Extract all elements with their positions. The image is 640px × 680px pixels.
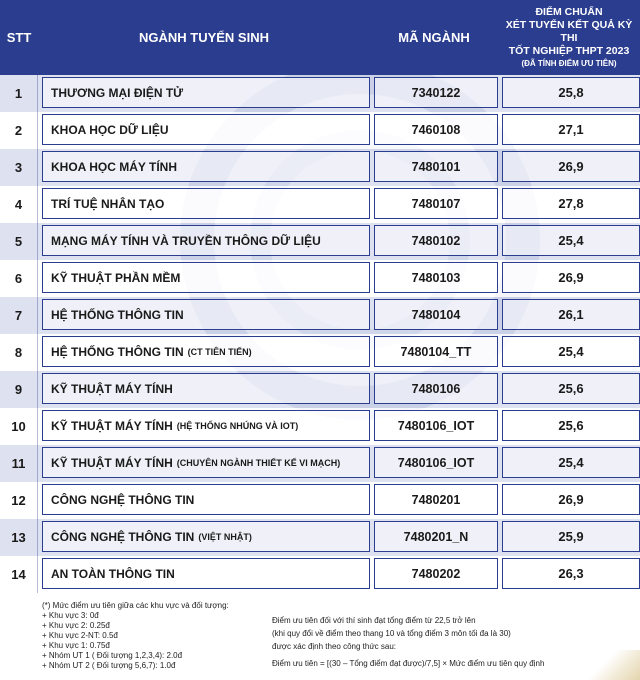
row-stt: 6 <box>0 260 38 297</box>
row-major-code: 7480201 <box>374 484 498 515</box>
formula-line: Điểm ưu tiên = [(30 – Tổng điểm đạt được)/7,5] × Mức điểm ưu tiên quy định <box>272 659 545 668</box>
table-row <box>0 445 640 482</box>
row-stt: 1 <box>0 75 38 112</box>
row-score: 26,1 <box>502 299 640 330</box>
major-title: AN TOÀN THÔNG TIN <box>51 566 175 581</box>
row-stt: 7 <box>0 297 38 334</box>
table-row <box>0 149 640 186</box>
formula-line: (khi quy đổi về điểm theo thang 10 và tổng điểm 3 môn tối đa là 30) <box>272 629 511 638</box>
header-score <box>498 0 640 75</box>
header-score-line2: XÉT TUYỂN KẾT QUẢ KỲ THI <box>505 19 633 44</box>
major-title: KỸ THUẬT MÁY TÍNH <box>51 455 173 470</box>
major-title: HỆ THỐNG THÔNG TIN <box>51 307 184 322</box>
major-subtitle: (VIỆT NHẬT) <box>198 531 252 542</box>
row-score: 25,6 <box>502 410 640 441</box>
major-title: KHOA HỌC MÁY TÍNH <box>51 159 177 174</box>
row-major-name <box>42 114 370 145</box>
row-stt: 3 <box>0 149 38 186</box>
priority-formula-notes <box>272 614 544 670</box>
formula-line: Điểm ưu tiên đối với thí sinh đạt tổng điểm từ 22,5 trở lên <box>272 616 476 625</box>
row-score: 26,9 <box>502 484 640 515</box>
row-stt: 14 <box>0 556 38 593</box>
note-line: + Khu vực 2-NT: 0.5đ <box>42 631 118 640</box>
table-row <box>0 75 640 112</box>
row-major-code: 7480202 <box>374 558 498 589</box>
major-title: MẠNG MÁY TÍNH VÀ TRUYỀN THÔNG DỮ LIỆU <box>51 233 321 248</box>
major-title: KHOA HỌC DỮ LIỆU <box>51 122 169 137</box>
table-body <box>0 75 640 593</box>
row-major-name <box>42 447 370 478</box>
row-major-code: 7340122 <box>374 77 498 108</box>
row-stt: 8 <box>0 334 38 371</box>
note-line: + Khu vực 1: 0.75đ <box>42 641 110 650</box>
note-line: (*) Mức điểm ưu tiên giữa các khu vực và đối tượng: <box>42 601 229 610</box>
row-score: 25,4 <box>502 447 640 478</box>
row-major-name <box>42 77 370 108</box>
note-line: + Khu vực 2: 0.25đ <box>42 621 110 630</box>
row-major-code: 7480104 <box>374 299 498 330</box>
row-score: 26,9 <box>502 151 640 182</box>
row-major-code: 7460108 <box>374 114 498 145</box>
header-score-note: (ĐÃ TÍNH ĐIỂM ƯU TIÊN) <box>521 59 617 68</box>
row-major-code: 7480103 <box>374 262 498 293</box>
row-major-name <box>42 225 370 256</box>
header-stt: STT <box>6 30 32 45</box>
row-score: 26,9 <box>502 262 640 293</box>
header-score-line1: ĐIỂM CHUẨN <box>535 6 603 18</box>
row-major-code: 7480102 <box>374 225 498 256</box>
row-major-name <box>42 188 370 219</box>
row-stt: 4 <box>0 186 38 223</box>
row-major-code: 7480201_N <box>374 521 498 552</box>
major-title: CÔNG NGHỆ THÔNG TIN <box>51 529 195 544</box>
header-major: NGÀNH TUYỂN SINH <box>138 30 269 45</box>
row-major-code: 7480106_IOT <box>374 447 498 478</box>
row-major-code: 7480107 <box>374 188 498 219</box>
table-row <box>0 371 640 408</box>
row-stt: 12 <box>0 482 38 519</box>
row-score: 25,4 <box>502 336 640 367</box>
row-major-code: 7480106_IOT <box>374 410 498 441</box>
row-major-name <box>42 151 370 182</box>
row-score: 25,6 <box>502 373 640 404</box>
row-major-code: 7480104_TT <box>374 336 498 367</box>
major-title: THƯƠNG MẠI ĐIỆN TỬ <box>51 85 184 100</box>
table-row <box>0 334 640 371</box>
corner-decoration <box>580 650 640 680</box>
major-title: HỆ THỐNG THÔNG TIN <box>51 344 184 359</box>
table-row <box>0 260 640 297</box>
row-score: 25,4 <box>502 225 640 256</box>
table-header <box>0 0 640 75</box>
table-row <box>0 482 640 519</box>
major-subtitle: (HỆ THỐNG NHÚNG VÀ IOT) <box>176 420 299 431</box>
row-major-name <box>42 521 370 552</box>
row-major-name <box>42 299 370 330</box>
note-line: + Nhóm UT 2 ( Đối tượng 5,6,7): 1.0đ <box>42 661 176 670</box>
row-score: 26,3 <box>502 558 640 589</box>
major-subtitle: (CT TIÊN TIẾN) <box>187 346 252 357</box>
row-major-code: 7480101 <box>374 151 498 182</box>
row-major-name <box>42 336 370 367</box>
header-score-line3: TỐT NGHIỆP THPT 2023 <box>508 45 630 57</box>
row-stt: 9 <box>0 371 38 408</box>
row-score: 25,8 <box>502 77 640 108</box>
major-title: KỸ THUẬT MÁY TÍNH <box>51 381 173 396</box>
major-title: KỸ THUẬT MÁY TÍNH <box>51 418 173 433</box>
row-stt: 10 <box>0 408 38 445</box>
table-row <box>0 556 640 593</box>
row-score: 27,8 <box>502 188 640 219</box>
row-stt: 11 <box>0 445 38 482</box>
row-major-name <box>42 410 370 441</box>
row-stt: 5 <box>0 223 38 260</box>
major-title: CÔNG NGHỆ THÔNG TIN <box>51 492 195 507</box>
table-row <box>0 297 640 334</box>
note-line: + Khu vực 3: 0đ <box>42 611 99 620</box>
row-stt: 13 <box>0 519 38 556</box>
row-major-name <box>42 373 370 404</box>
table-row <box>0 112 640 149</box>
formula-line: được xác định theo công thức sau: <box>272 642 397 651</box>
row-score: 27,1 <box>502 114 640 145</box>
table-row <box>0 519 640 556</box>
note-line: + Nhóm UT 1 ( Đối tượng 1,2,3,4): 2.0đ <box>42 651 183 660</box>
row-major-name <box>42 262 370 293</box>
major-title: TRÍ TUỆ NHÂN TẠO <box>51 196 165 211</box>
row-major-code: 7480106 <box>374 373 498 404</box>
table-row <box>0 223 640 260</box>
row-major-name <box>42 484 370 515</box>
major-title: KỸ THUẬT PHẦN MỀM <box>51 270 181 285</box>
row-stt: 2 <box>0 112 38 149</box>
table-row <box>0 408 640 445</box>
major-subtitle: (CHUYÊN NGÀNH THIẾT KẾ VI MẠCH) <box>176 457 341 468</box>
row-score: 25,9 <box>502 521 640 552</box>
row-major-name <box>42 558 370 589</box>
header-code: MÃ NGÀNH <box>398 30 470 45</box>
priority-notes <box>42 601 229 671</box>
table-row <box>0 186 640 223</box>
